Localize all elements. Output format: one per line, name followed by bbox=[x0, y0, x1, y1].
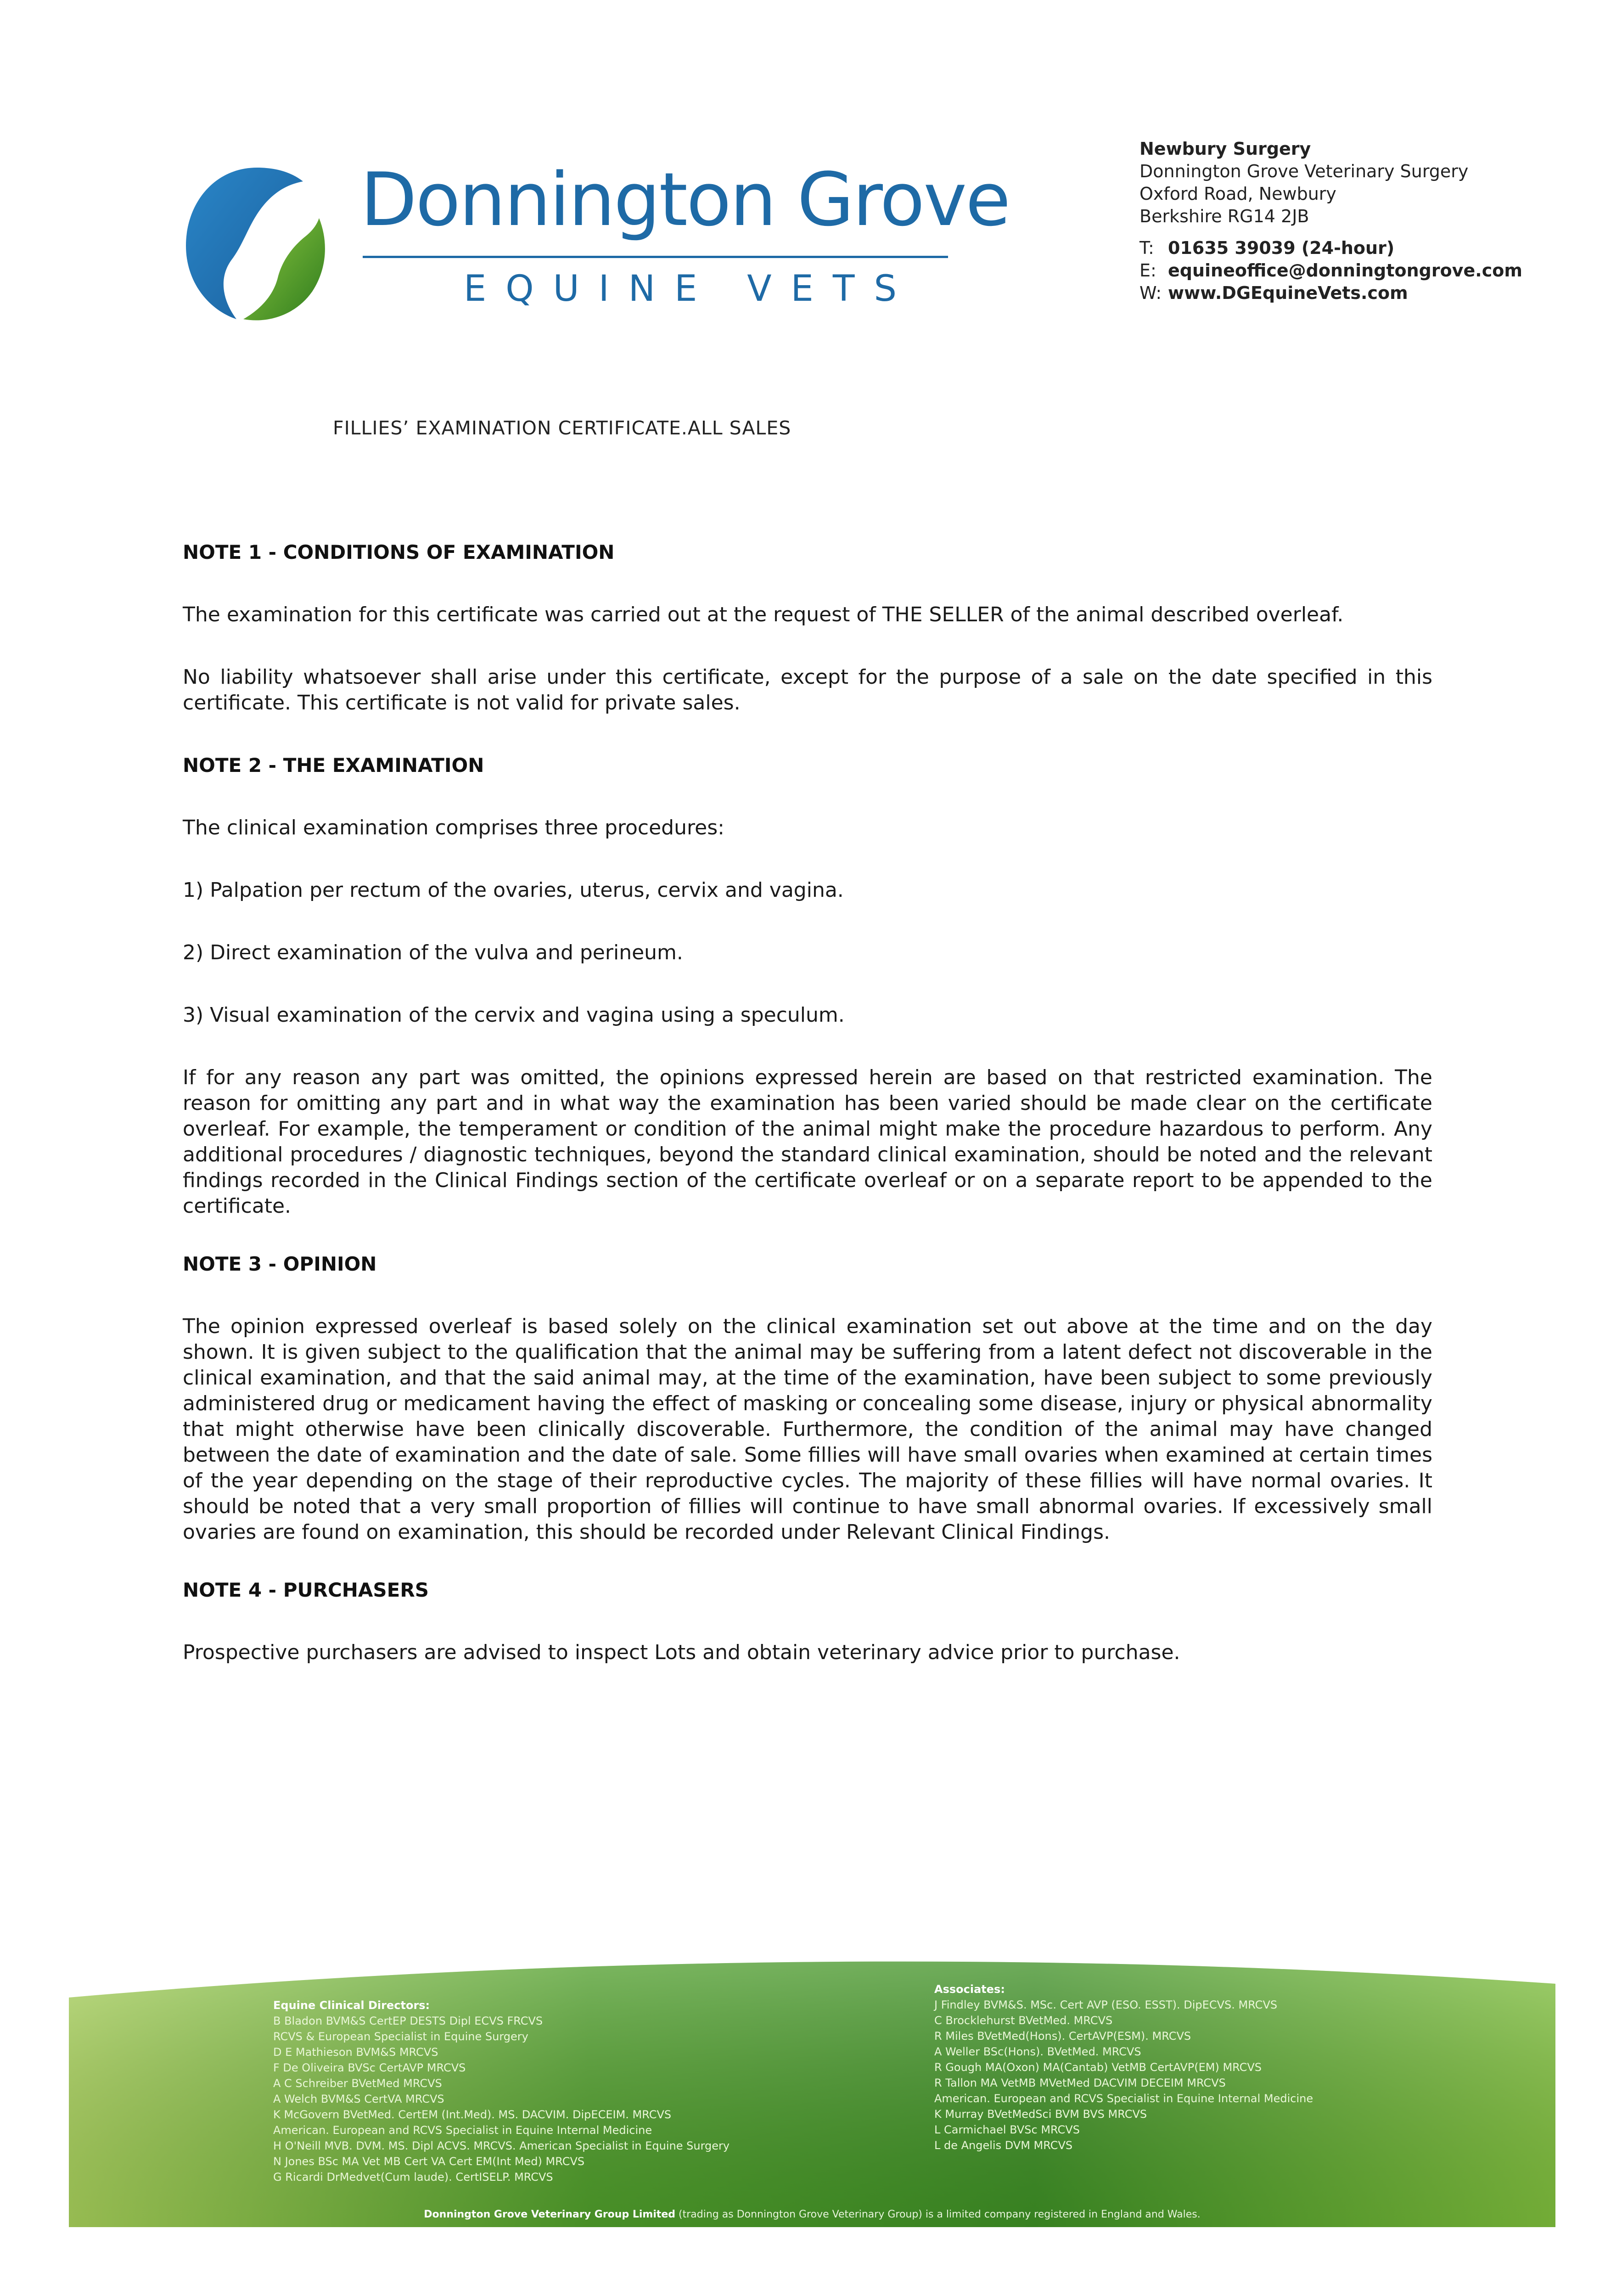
note-1-paragraph: No liability whatsoever shall arise under this certificate, except for the purpose of a sale on the date specified in this certificate. This certificate is not valid for private sales. bbox=[183, 665, 1432, 715]
note-1-paragraph: The examination for this certificate was carried out at the request of THE SELLER of the animal described overleaf. bbox=[183, 603, 1344, 626]
logo-divider bbox=[363, 256, 948, 258]
director-entry: H O'Neill MVB. DVM. MS. Dipl ACVS. MRCVS. American Specialist in Equine Surgery bbox=[273, 2139, 730, 2152]
procedure-item: 2) Direct examination of the vulva and perineum. bbox=[183, 941, 683, 964]
associate-entry: R Gough MA(Oxon) MA(Cantab) VetMB CertAVP(EM) MRCVS bbox=[934, 2061, 1262, 2074]
director-entry: A Welch BVM&S CertVA MRCVS bbox=[273, 2093, 444, 2105]
email-key: E: bbox=[1139, 260, 1156, 281]
note-2-paragraph: The clinical examination comprises three procedures: bbox=[183, 816, 724, 839]
company-registration bbox=[69, 2209, 1555, 2220]
phone-row bbox=[1139, 237, 1599, 259]
note-1-heading: NOTE 1 - CONDITIONS OF EXAMINATION bbox=[183, 541, 615, 563]
associates-heading: Associates: bbox=[934, 1983, 1005, 1996]
contact-spacer bbox=[1139, 228, 1599, 237]
brand-name: Donnington Grove bbox=[360, 157, 1010, 242]
office-name: Newbury Surgery bbox=[1139, 139, 1311, 159]
note-2-heading: NOTE 2 - THE EXAMINATION bbox=[183, 754, 484, 777]
director-entry: B Bladon BVM&S CertEP DESTS Dipl ECVS FRCVS bbox=[273, 2015, 543, 2027]
director-entry: F De Oliveira BVSc CertAVP MRCVS bbox=[273, 2061, 466, 2074]
footer-banner bbox=[69, 1942, 1555, 2227]
horse-logo-icon bbox=[181, 163, 333, 324]
web-key: W: bbox=[1139, 283, 1162, 303]
document-body bbox=[183, 540, 1432, 1666]
brand-subtitle: EQUINE VETS bbox=[464, 268, 916, 310]
note-4-heading: NOTE 4 - PURCHASERS bbox=[183, 1579, 429, 1601]
director-entry: N Jones BSc MA Vet MB Cert VA Cert EM(Int Med) MRCVS bbox=[273, 2155, 585, 2168]
director-entry: RCVS & European Specialist in Equine Surgery bbox=[273, 2030, 528, 2043]
associate-entry: L de Angelis DVM MRCVS bbox=[934, 2139, 1073, 2152]
associate-entry: L Carmichael BVSc MRCVS bbox=[934, 2123, 1080, 2136]
address-line: Oxford Road, Newbury bbox=[1139, 184, 1336, 204]
associate-entry: R Tallon MA VetMB MVetMed DACVIM DECEIM MRCVS bbox=[934, 2077, 1226, 2089]
email-link[interactable]: equineoffice@donningtongrove.com bbox=[1168, 260, 1522, 281]
procedure-item: 1) Palpation per rectum of the ovaries, uterus, cervix and vagina. bbox=[183, 878, 844, 902]
associates-list bbox=[934, 1981, 1313, 2153]
associate-entry: K Murray BVetMedSci BVM BVS MRCVS bbox=[934, 2108, 1147, 2121]
note-3-paragraph: The opinion expressed overleaf is based solely on the clinical examination set out above at the time and on the day shown. It is given subject to the qualification that the animal may be suffering from a latent defect not discoverable in the clinical examination, and that the said animal may, at the time of the examination, have been subject to some previously administered drug or medicament having the effect of masking or concealing some disease, injury or physical abnormality that might otherwise have been clinically discoverable. Furthermore, the condition of the animal may have changed between the date of examination and the date of sale. Some fillies will have small ovaries when examined at certain times of the year depending on the stage of their reproductive cycles. The majority of these fillies will have normal ovaries. It should be noted that a very small proportion of fillies will continue to have small abnormal ovaries. If excessively small ovaries are found on examination, this should be recorded under Relevant Clinical Findings. bbox=[183, 1315, 1432, 1544]
director-entry: American. European and RCVS Specialist in Equine Internal Medicine bbox=[273, 2124, 652, 2137]
website-link[interactable]: www.DGEquineVets.com bbox=[1168, 283, 1408, 303]
procedure-item: 3) Visual examination of the cervix and vagina using a speculum. bbox=[183, 1003, 845, 1027]
email-row bbox=[1139, 259, 1599, 282]
phone-number[interactable]: 01635 39039 (24-hour) bbox=[1168, 238, 1395, 258]
web-row bbox=[1139, 282, 1599, 304]
company-logo bbox=[181, 157, 1010, 333]
address-line: Donnington Grove Veterinary Surgery bbox=[1139, 161, 1469, 181]
director-entry: A C Schreiber BVetMed MRCVS bbox=[273, 2077, 442, 2090]
note-3-heading: NOTE 3 - OPINION bbox=[183, 1253, 377, 1275]
company-registration-text: (trading as Donnington Grove Veterinary Group) is a limited company registered in England and Wales. bbox=[675, 2209, 1201, 2220]
note-2-paragraph: If for any reason any part was omitted, the opinions expressed herein are based on that restricted examination. The reason for omitting any part and in what way the examination has been varied should be made clear on the certificate overleaf. For example, the temperament or condition of the animal might make the procedure hazardous to perform. Any additional procedures / diagnostic techniques, beyond the standard clinical examination, should be noted and the relevant findings recorded in the Clinical Findings section of the certificate overleaf or on a separate report to be appended to the certificate. bbox=[183, 1066, 1432, 1218]
directors-list bbox=[273, 1998, 730, 2185]
director-entry: K McGovern BVetMed. CertEM (Int.Med). MS. DACVIM. DipECEIM. MRCVS bbox=[273, 2108, 672, 2121]
address-line: Berkshire RG14 2JB bbox=[1139, 206, 1309, 226]
contact-block bbox=[1139, 138, 1599, 304]
director-entry: G Ricardi DrMedvet(Cum laude). CertISELP. MRCVS bbox=[273, 2171, 553, 2183]
associate-entry: American. European and RCVS Specialist in Equine Internal Medicine bbox=[934, 2092, 1313, 2105]
associate-entry: R Miles BVetMed(Hons). CertAVP(ESM). MRCVS bbox=[934, 2030, 1191, 2043]
document-title: FILLIES’ EXAMINATION CERTIFICATE.ALL SALES bbox=[333, 417, 791, 439]
associate-entry: C Brocklehurst BVetMed. MRCVS bbox=[934, 2014, 1113, 2027]
note-4-paragraph: Prospective purchasers are advised to inspect Lots and obtain veterinary advice prior to purchase. bbox=[183, 1641, 1180, 1664]
director-entry: D E Mathieson BVM&S MRCVS bbox=[273, 2046, 438, 2059]
directors-heading: Equine Clinical Directors: bbox=[273, 1999, 430, 2012]
phone-key: T: bbox=[1139, 238, 1154, 258]
associate-entry: J Findley BVM&S. MSc. Cert AVP (ESO. ESST). DipECVS. MRCVS bbox=[934, 1998, 1278, 2011]
company-name: Donnington Grove Veterinary Group Limited bbox=[424, 2209, 676, 2220]
associate-entry: A Weller BSc(Hons). BVetMed. MRCVS bbox=[934, 2045, 1141, 2058]
